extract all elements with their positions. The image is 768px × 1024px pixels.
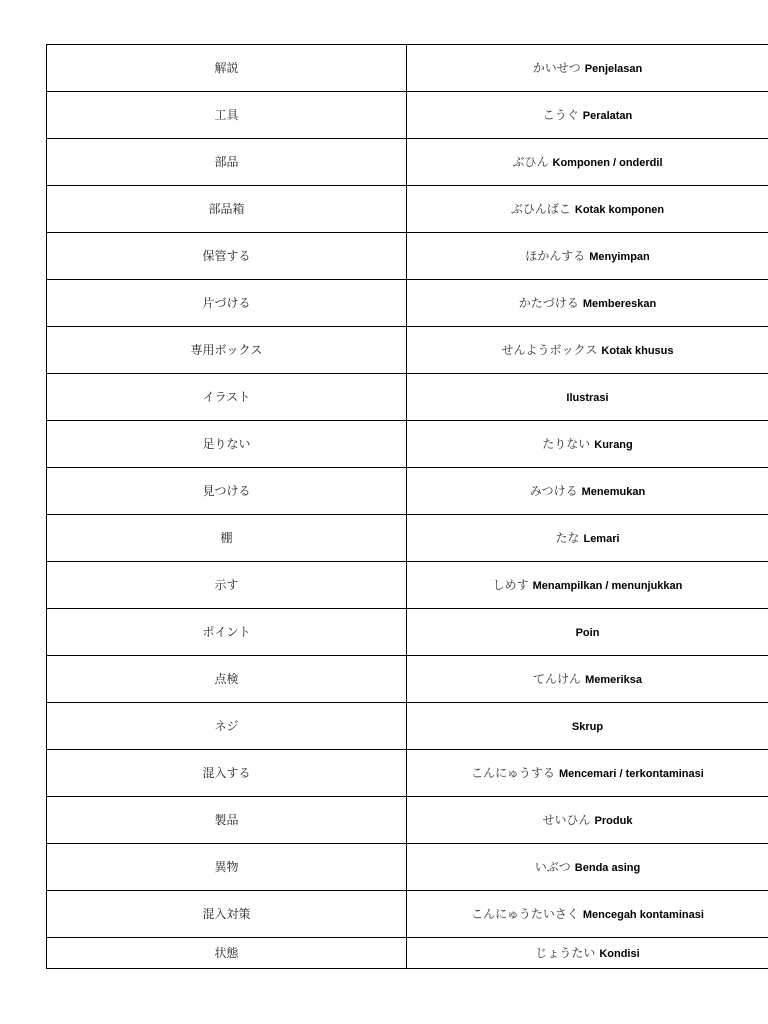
- reading-meaning-cell: [407, 374, 768, 421]
- indonesian-meaning: Penjelasan: [584, 62, 643, 75]
- table-row: [47, 515, 768, 562]
- table-row: [47, 703, 768, 750]
- indonesian-meaning: Kotak komponen: [574, 203, 665, 216]
- reading-meaning-cell: [407, 515, 768, 562]
- japanese-word-cell: [47, 938, 407, 969]
- reading-meaning-cell: [407, 92, 768, 139]
- japanese-word-cell: [47, 703, 407, 750]
- japanese-word: 点検: [214, 672, 239, 686]
- japanese-word-cell: [47, 186, 407, 233]
- japanese-word: 混入する: [202, 766, 251, 780]
- table-row: [47, 468, 768, 515]
- japanese-word: 棚: [220, 531, 233, 545]
- indonesian-meaning: Memeriksa: [585, 673, 642, 686]
- table-row: [47, 45, 768, 92]
- kana-reading: かたづける: [518, 295, 579, 310]
- indonesian-meaning: Lemari: [583, 532, 620, 545]
- indonesian-meaning: Kotak khusus: [601, 344, 674, 357]
- table-row: [47, 374, 768, 421]
- japanese-word: 製品: [214, 813, 239, 827]
- indonesian-meaning: Kondisi: [599, 947, 640, 960]
- indonesian-meaning: Mencegah kontaminasi: [582, 908, 704, 921]
- indonesian-meaning: Menampilkan / menunjukkan: [532, 579, 683, 592]
- japanese-word-cell: [47, 45, 407, 92]
- kana-reading: たな: [555, 530, 580, 545]
- table-row: [47, 938, 768, 969]
- japanese-word-cell: [47, 280, 407, 327]
- table-row: [47, 750, 768, 797]
- reading-meaning-cell: [407, 703, 768, 750]
- table-row: [47, 327, 768, 374]
- japanese-word: 部品: [214, 155, 239, 169]
- table-row: [47, 609, 768, 656]
- indonesian-meaning: Peralatan: [582, 109, 633, 122]
- table-row: [47, 891, 768, 938]
- indonesian-meaning: Skrup: [571, 720, 604, 733]
- japanese-word-cell: [47, 139, 407, 186]
- japanese-word: ネジ: [214, 719, 239, 733]
- japanese-word: 見つける: [202, 484, 251, 498]
- table-row: [47, 421, 768, 468]
- indonesian-meaning: Produk: [594, 814, 633, 827]
- japanese-word: 解説: [214, 61, 239, 75]
- japanese-word: 片づける: [202, 296, 251, 310]
- kana-reading: たりない: [542, 436, 591, 451]
- indonesian-meaning: Mencemari / terkontaminasi: [558, 767, 704, 780]
- indonesian-meaning: Komponen / onderdil: [552, 156, 663, 169]
- indonesian-meaning: Membereskan: [582, 297, 657, 310]
- table-row: [47, 233, 768, 280]
- japanese-word: 示す: [214, 578, 239, 592]
- table-row: [47, 656, 768, 703]
- indonesian-meaning: Poin: [575, 626, 600, 639]
- table-row: [47, 797, 768, 844]
- reading-meaning-cell: [407, 233, 768, 280]
- japanese-word-cell: [47, 797, 407, 844]
- reading-meaning-cell: [407, 327, 768, 374]
- japanese-word-cell: [47, 233, 407, 280]
- japanese-word-cell: [47, 844, 407, 891]
- reading-meaning-cell: [407, 938, 768, 969]
- kana-reading: かいせつ: [532, 60, 581, 75]
- vocabulary-table-body: [47, 45, 768, 969]
- indonesian-meaning: Menemukan: [581, 485, 646, 498]
- reading-meaning-cell: [407, 609, 768, 656]
- table-row: [47, 186, 768, 233]
- japanese-word-cell: [47, 92, 407, 139]
- kana-reading: ぶひん: [512, 154, 549, 169]
- kana-reading: こうぐ: [542, 107, 579, 122]
- reading-meaning-cell: [407, 562, 768, 609]
- japanese-word-cell: [47, 562, 407, 609]
- reading-meaning-cell: [407, 891, 768, 938]
- japanese-word-cell: [47, 656, 407, 703]
- kana-reading: いぶつ: [534, 859, 571, 874]
- table-row: [47, 844, 768, 891]
- reading-meaning-cell: [407, 139, 768, 186]
- japanese-word-cell: [47, 515, 407, 562]
- japanese-word: 異物: [214, 860, 239, 874]
- japanese-word: 工具: [214, 108, 239, 122]
- reading-meaning-cell: [407, 468, 768, 515]
- table-row: [47, 92, 768, 139]
- japanese-word-cell: [47, 891, 407, 938]
- japanese-word-cell: [47, 609, 407, 656]
- kana-reading: せいひん: [542, 812, 591, 827]
- japanese-word-cell: [47, 327, 407, 374]
- kana-reading: しめす: [492, 577, 529, 592]
- indonesian-meaning: Ilustrasi: [566, 391, 609, 404]
- kana-reading: こんにゅうする: [471, 765, 555, 780]
- reading-meaning-cell: [407, 656, 768, 703]
- japanese-word-cell: [47, 468, 407, 515]
- reading-meaning-cell: [407, 797, 768, 844]
- reading-meaning-cell: [407, 750, 768, 797]
- japanese-word-cell: [47, 374, 407, 421]
- indonesian-meaning: Menyimpan: [589, 250, 650, 263]
- indonesian-meaning: Kurang: [594, 438, 633, 451]
- kana-reading: ほかんする: [525, 248, 586, 263]
- japanese-word: 状態: [214, 946, 239, 960]
- japanese-word: 保管する: [202, 249, 251, 263]
- kana-reading: こんにゅうたいさく: [471, 906, 579, 921]
- japanese-word-cell: [47, 750, 407, 797]
- japanese-word: イラスト: [202, 390, 251, 404]
- reading-meaning-cell: [407, 186, 768, 233]
- table-row: [47, 562, 768, 609]
- japanese-word: 部品箱: [208, 202, 245, 216]
- table-row: [47, 139, 768, 186]
- vocabulary-table: [46, 44, 768, 969]
- japanese-word: ポイント: [202, 625, 251, 639]
- table-row: [47, 280, 768, 327]
- japanese-word-cell: [47, 421, 407, 468]
- kana-reading: せんようボックス: [501, 342, 598, 357]
- reading-meaning-cell: [407, 280, 768, 327]
- kana-reading: みつける: [529, 483, 578, 498]
- kana-reading: てんけん: [533, 671, 582, 686]
- japanese-word: 専用ボックス: [190, 343, 263, 357]
- reading-meaning-cell: [407, 421, 768, 468]
- indonesian-meaning: Benda asing: [574, 861, 641, 874]
- reading-meaning-cell: [407, 844, 768, 891]
- kana-reading: ぶひんばこ: [510, 201, 571, 216]
- japanese-word: 混入対策: [202, 907, 251, 921]
- kana-reading: じょうたい: [535, 945, 596, 960]
- japanese-word: 足りない: [202, 437, 251, 451]
- reading-meaning-cell: [407, 45, 768, 92]
